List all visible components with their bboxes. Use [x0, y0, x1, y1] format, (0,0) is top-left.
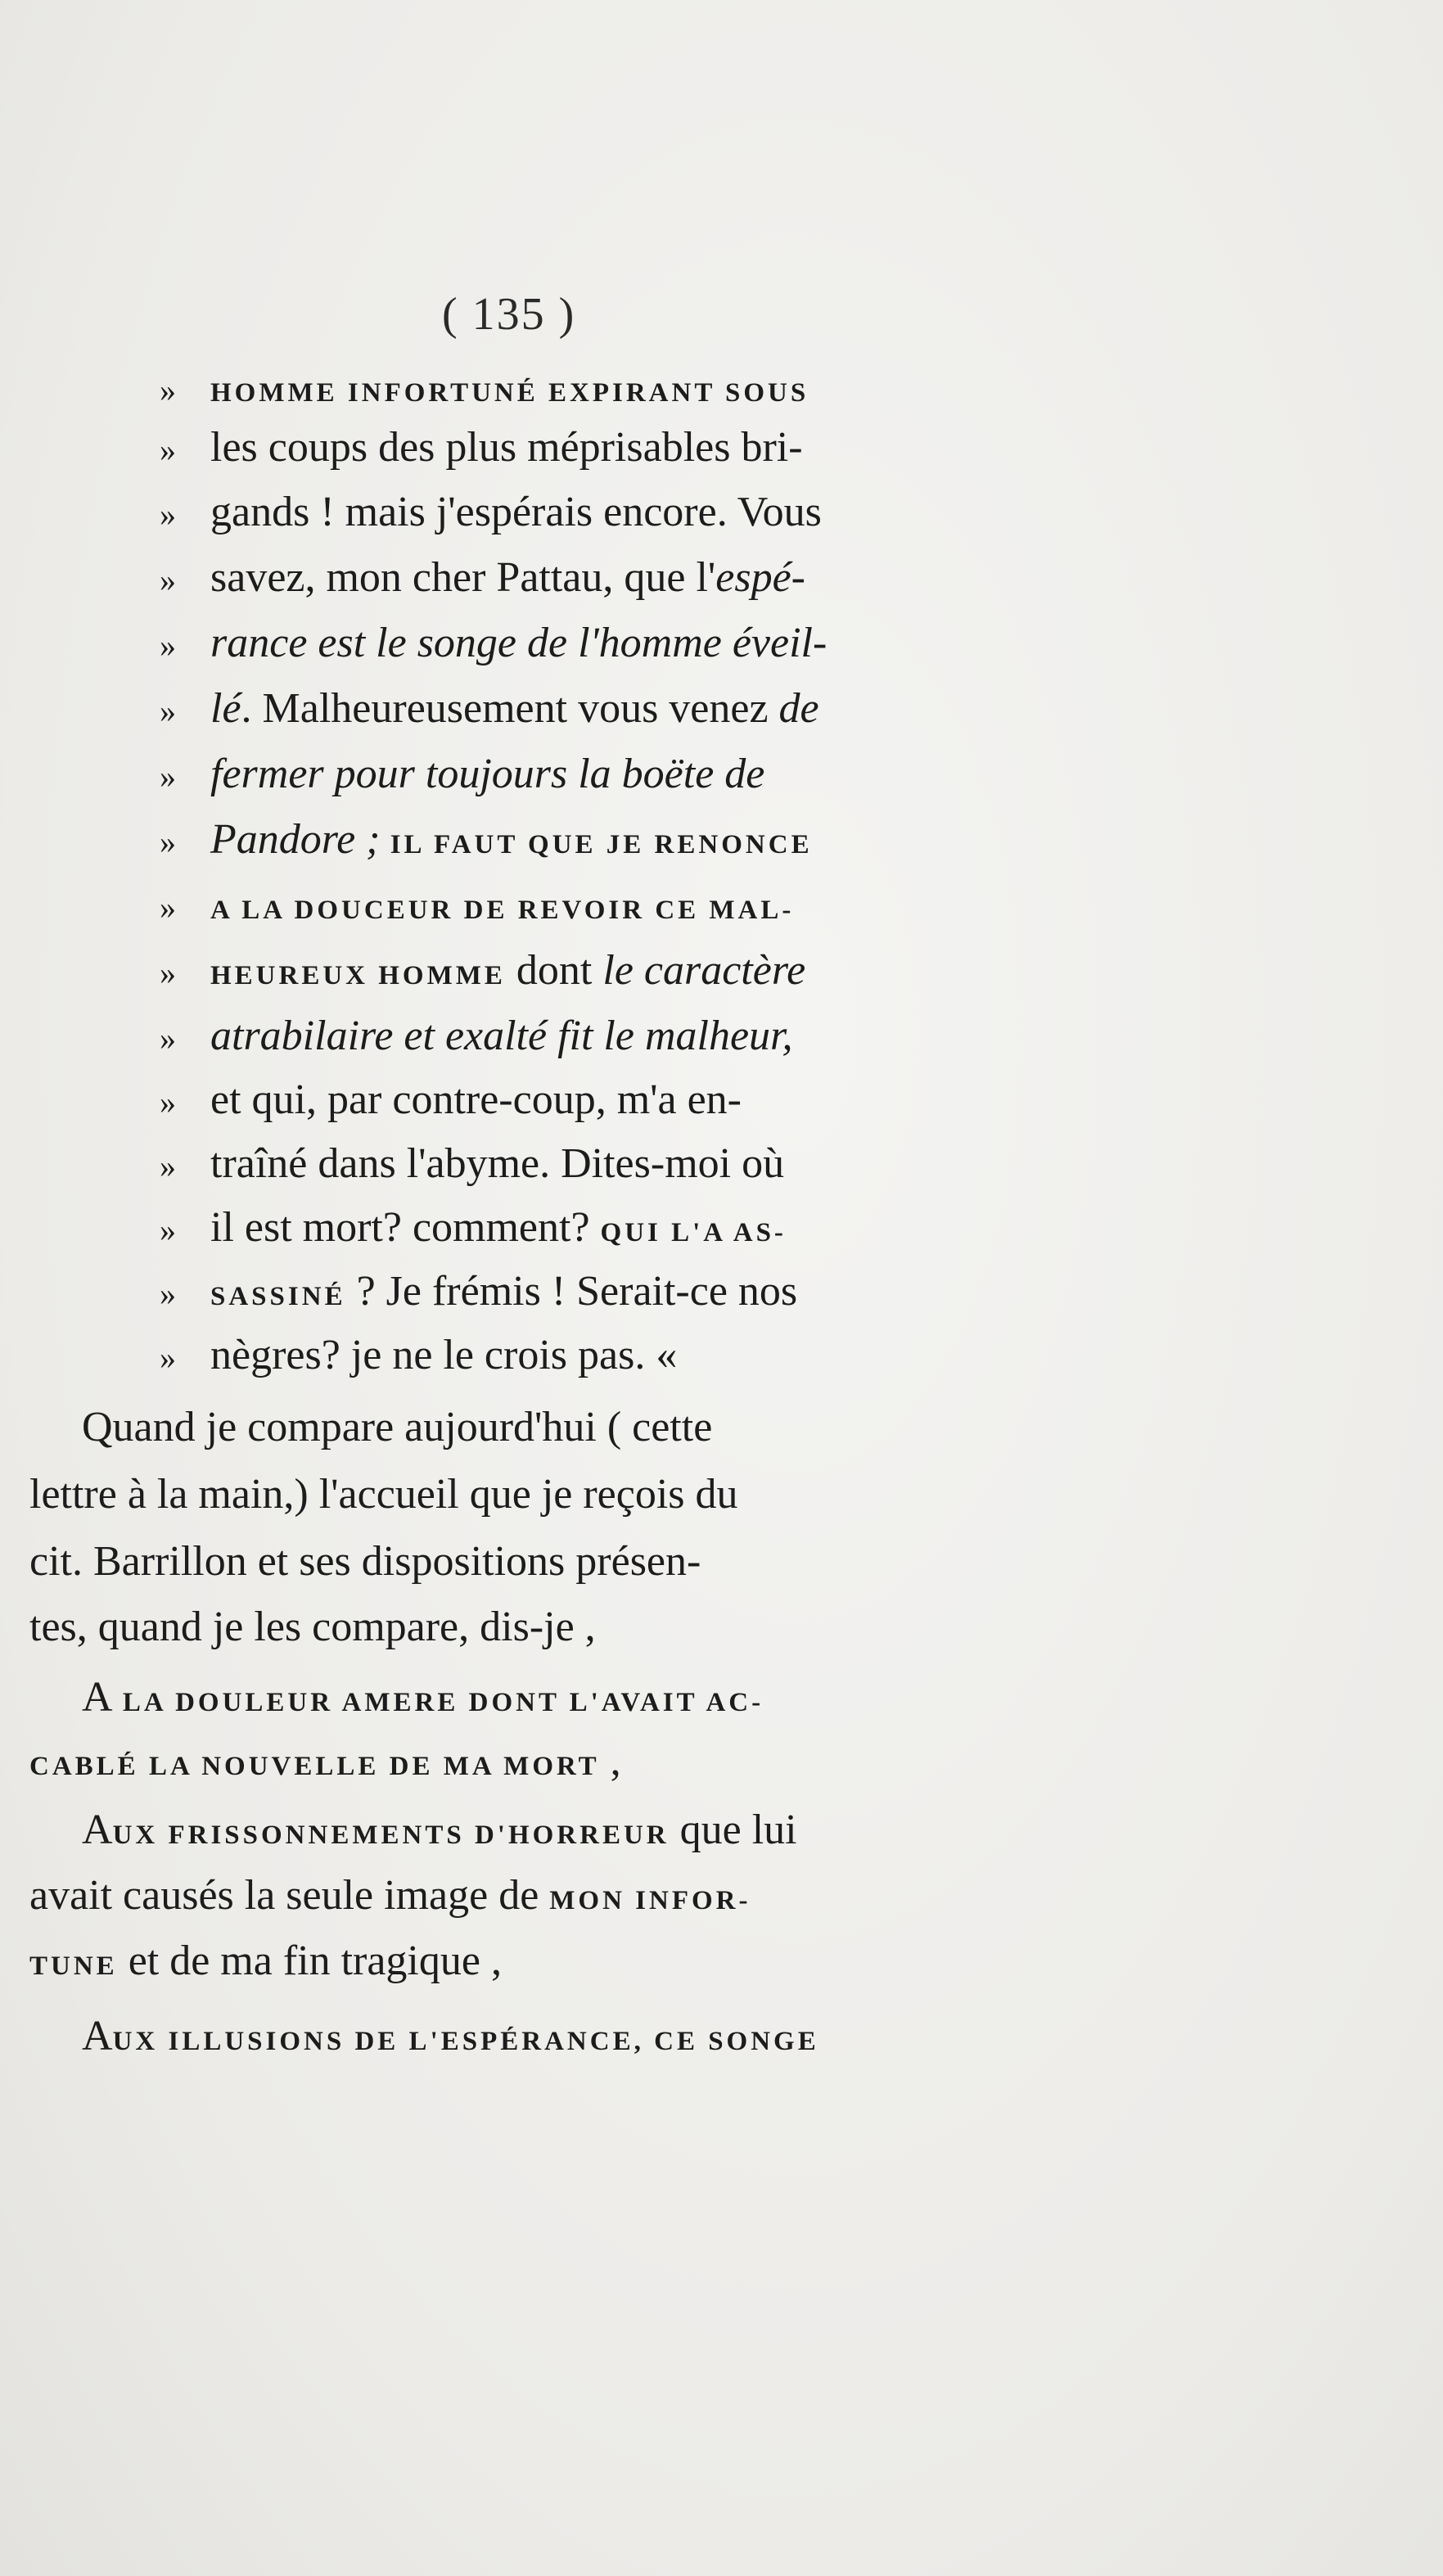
text-run: MON INFOR-	[549, 1886, 751, 1915]
text-run: Quand je compare aujourd'hui ( cette	[82, 1404, 713, 1450]
quote-mark: »	[160, 889, 176, 926]
text-run: traîné dans l'abyme. Dites-moi où	[210, 1140, 785, 1187]
text-line	[160, 1015, 793, 1058]
text-line	[160, 753, 764, 796]
text-line	[160, 426, 803, 469]
text-line	[160, 554, 805, 601]
quote-mark: »	[160, 372, 176, 408]
text-run: atrabilaire et exalté fit le malheur,	[210, 1013, 793, 1059]
text-line	[160, 367, 809, 409]
text-line	[160, 1204, 787, 1251]
text-run: rance est le songe de l'homme éveil-	[210, 620, 827, 666]
text-run: ,	[599, 1738, 621, 1784]
text-run: que lui	[669, 1807, 797, 1853]
text-run: lettre à la main,) l'accueil que je reçois du	[29, 1471, 738, 1518]
text-run: et qui, par contre-coup, m'a en-	[210, 1076, 742, 1123]
text-line	[29, 1874, 751, 1917]
text-run: savez, mon cher Pattau, que l'	[210, 554, 716, 601]
text-run: avait causés la seule image de	[29, 1872, 550, 1919]
page-number: ( 135 )	[442, 289, 576, 340]
text-run: IL FAUT QUE JE RENONCE	[380, 830, 813, 859]
text-run: A	[82, 1807, 113, 1853]
text-line	[160, 622, 827, 665]
text-run: le caractère	[602, 947, 806, 994]
quote-mark: »	[160, 1148, 176, 1184]
text-run: dont	[505, 947, 603, 994]
text-run: A	[82, 1674, 113, 1721]
quote-mark: »	[160, 1211, 176, 1248]
text-run: SASSINÉ	[210, 1282, 346, 1311]
quote-mark: »	[160, 1275, 176, 1312]
text-line	[160, 1076, 742, 1123]
text-line	[160, 1270, 797, 1313]
text-run: et de ma fin tragique ,	[117, 1938, 502, 1984]
text-run: Pandore ;	[210, 816, 381, 863]
quote-mark: »	[160, 1339, 176, 1376]
quote-mark: »	[160, 1020, 176, 1057]
text-run: A	[82, 2013, 113, 2059]
quote-mark: »	[160, 758, 176, 795]
quote-mark: »	[160, 431, 176, 468]
quote-mark: »	[160, 954, 176, 991]
text-run: QUI L'A AS-	[600, 1218, 787, 1247]
text-line	[160, 884, 794, 927]
quote-mark: »	[160, 496, 176, 533]
text-run: tes, quand je les compare, dis-je ,	[29, 1604, 596, 1650]
quote-mark: »	[160, 562, 176, 598]
text-run: de	[778, 685, 819, 732]
quote-mark: »	[160, 692, 176, 729]
text-line	[29, 1538, 701, 1585]
text-line	[160, 1334, 677, 1377]
text-line	[82, 1676, 764, 1719]
text-run: HOMME INFORTUNÉ EXPIRANT SOUS	[210, 378, 809, 408]
text-run: gands ! mais j'espérais encore. Vous	[210, 489, 822, 535]
text-run: il est mort? comment?	[210, 1204, 601, 1251]
quote-mark: »	[160, 627, 176, 664]
text-run: nègres? je ne le crois pas. «	[210, 1332, 678, 1378]
text-line	[82, 1809, 797, 1852]
text-run: lé	[210, 685, 241, 732]
text-line	[160, 1140, 785, 1187]
text-line	[82, 1406, 712, 1449]
text-run: TUNE	[29, 1951, 118, 1981]
text-run: . Malheureusement vous venez	[241, 685, 779, 732]
text-run: ? Je frémis ! Serait-ce nos	[345, 1268, 798, 1315]
text-line	[160, 685, 819, 732]
text-line	[82, 2015, 819, 2058]
text-run: cit. Barrillon et ses dispositions présen-	[29, 1538, 701, 1585]
text-run: CABLÉ LA NOUVELLE DE MA MORT	[29, 1752, 600, 1781]
text-line	[29, 1940, 502, 1983]
text-line	[160, 491, 822, 534]
text-run: espé-	[715, 554, 805, 601]
text-run: A LA DOUCEUR DE REVOIR CE MAL-	[210, 896, 795, 925]
text-run: LA DOULEUR AMERE DONT L'AVAIT AC-	[112, 1688, 764, 1717]
text-line	[29, 1606, 596, 1649]
text-line	[160, 816, 813, 863]
text-line	[29, 1740, 621, 1783]
text-run: fermer pour toujours la boëte de	[210, 751, 765, 797]
text-run: UX FRISSONNEMENTS D'HORREUR	[112, 1820, 670, 1850]
quote-mark: »	[160, 1084, 176, 1121]
text-line	[29, 1473, 738, 1516]
text-run: HEUREUX HOMME	[210, 961, 506, 990]
quote-mark: »	[160, 823, 176, 860]
text-line	[160, 947, 806, 994]
text-run: les coups des plus méprisables bri-	[210, 424, 803, 471]
text-run: UX ILLUSIONS DE L'ESPÉRANCE, CE SONGE	[112, 2027, 819, 2056]
